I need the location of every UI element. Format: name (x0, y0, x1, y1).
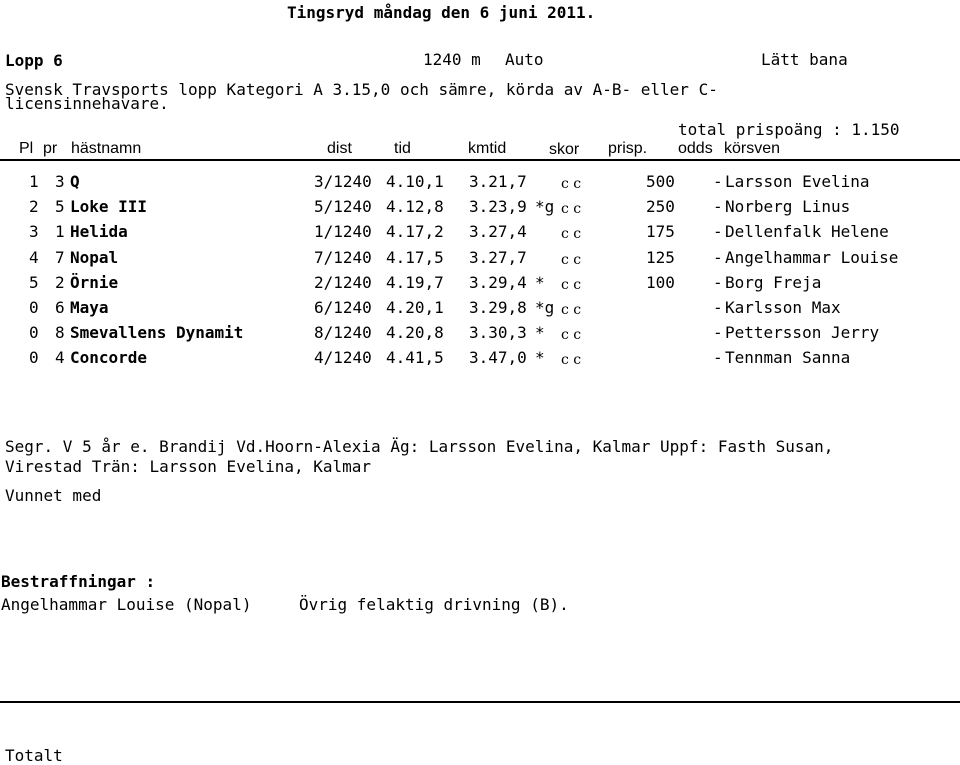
cell-tid: 4.19,7 (386, 272, 444, 292)
cell-driver: Tennman Sanna (725, 348, 851, 368)
table-row (0, 249, 960, 274)
cell-dist: 5/1240 (314, 197, 372, 217)
col-header-kmtid: kmtid (468, 140, 507, 157)
table-row (0, 198, 960, 223)
col-header-pr: pr (43, 140, 58, 157)
cell-skor: c c (561, 251, 582, 268)
col-header-horse: hästnamn (71, 140, 142, 157)
winner-info-line1: Segr. V 5 år e. Brandij Vd.Hoorn-Alexia Äg: Larsson Evelina, Kalmar Uppf: Fasth Susan, (5, 437, 834, 456)
total-label: Totalt (5, 746, 63, 765)
cell-kmtid: 3.27,7 (469, 247, 527, 267)
cell-dist: 8/1240 (314, 323, 372, 343)
cell-dash: - (713, 197, 723, 217)
cell-dist: 6/1240 (314, 298, 372, 317)
col-header-pl: Pl (19, 140, 34, 157)
cell-dist: 2/1240 (314, 272, 372, 292)
cell-dist: 4/1240 (314, 348, 372, 368)
table-row (0, 274, 960, 299)
cell-tid: 4.17,2 (386, 222, 444, 242)
cell-skor: c c (561, 226, 582, 243)
cell-pl: 5 (29, 272, 39, 292)
cell-driver: Larsson Evelina (725, 172, 870, 191)
race-distance: 1240 m (423, 50, 481, 69)
cell-skor: c c (561, 302, 582, 318)
cell-dash: - (713, 247, 723, 267)
cell-pr: 2 (55, 272, 65, 292)
header-divider (0, 159, 960, 161)
total-prize-points: total prispoäng : 1.150 (678, 120, 900, 139)
cell-tid: 4.10,1 (386, 172, 444, 191)
cell-prisp: 500 (646, 172, 675, 191)
col-header-tid: tid (394, 140, 411, 157)
cell-driver: Karlsson Max (725, 298, 841, 317)
cell-tid: 4.17,5 (386, 247, 444, 267)
cell-horse: Örnie (70, 272, 119, 292)
cell-prisp: 175 (646, 222, 675, 242)
table-row (0, 173, 960, 198)
cell-prisp: 250 (646, 197, 675, 217)
cell-kmtid: 3.21,7 (469, 172, 527, 191)
cell-mark: * (535, 348, 545, 368)
cell-mark: * (535, 323, 545, 343)
cell-horse: Q (70, 172, 80, 191)
cell-horse: Loke III (70, 197, 148, 217)
cell-dash: - (713, 172, 723, 191)
cell-pr: 6 (55, 298, 65, 317)
cell-pr: 7 (55, 247, 65, 267)
cell-pl: 1 (29, 172, 39, 191)
cell-skor: c c (561, 352, 582, 369)
table-row (0, 349, 960, 374)
footer-divider (0, 701, 960, 703)
cell-pr: 4 (55, 348, 65, 368)
cell-horse: Maya (70, 298, 109, 317)
penalty-reason: Övrig felaktig drivning (B). (299, 595, 569, 614)
cell-dist: 7/1240 (314, 247, 372, 267)
vunnet-med: Vunnet med (5, 486, 102, 505)
cell-dist: 1/1240 (314, 222, 372, 242)
cell-tid: 4.41,5 (386, 348, 444, 368)
table-row (0, 324, 960, 349)
cell-prisp: 125 (646, 247, 675, 267)
cell-skor: c c (561, 327, 582, 344)
cell-kmtid: 3.27,4 (469, 222, 527, 242)
cell-driver: Norberg Linus (725, 197, 851, 217)
cell-skor: c c (561, 201, 582, 218)
cell-pl: 0 (29, 348, 39, 368)
cell-dash: - (713, 298, 723, 317)
penalties-heading: Bestraffningar : (1, 572, 156, 591)
cell-dist: 3/1240 (314, 172, 372, 191)
cell-kmtid: 3.47,0 (469, 348, 527, 368)
lopp-text: Lopp (5, 51, 44, 70)
cell-dash: - (713, 272, 723, 292)
cell-dash: - (713, 222, 723, 242)
cell-kmtid: 3.29,8 (469, 298, 527, 317)
cell-horse: Nopal (70, 247, 119, 267)
lopp-number: 6 (53, 51, 63, 70)
cell-driver: Dellenfalk Helene (725, 222, 889, 242)
cell-horse: Helida (70, 222, 128, 242)
cell-skor: c c (561, 176, 582, 192)
winner-info-line2: Virestad Trän: Larsson Evelina, Kalmar (5, 457, 372, 476)
lopp-label (5, 52, 63, 70)
cell-pr: 8 (55, 323, 65, 343)
cell-pl: 0 (29, 298, 39, 317)
cell-pl: 2 (29, 197, 39, 217)
cell-driver: Angelhammar Louise (725, 247, 899, 267)
col-header-driver: körsven (724, 140, 781, 157)
cell-mark: * (535, 272, 545, 292)
cell-dash: - (713, 348, 723, 368)
race-description-line2: licensinnehavare. (5, 94, 169, 113)
cell-kmtid: 3.29,4 (469, 272, 527, 292)
table-row (0, 223, 960, 248)
cell-pr: 3 (55, 172, 65, 191)
cell-pl: 0 (29, 323, 39, 343)
col-header-skor: skor (549, 141, 580, 158)
col-header-dist: dist (327, 140, 352, 157)
cell-prisp: 100 (646, 272, 675, 292)
cell-pr: 5 (55, 197, 65, 217)
cell-tid: 4.20,1 (386, 298, 444, 317)
track-condition: Lätt bana (761, 50, 848, 69)
cell-horse: Concorde (70, 348, 148, 368)
cell-driver: Borg Freja (725, 272, 822, 292)
cell-mark: *g (535, 298, 555, 317)
penalty-driver: Angelhammar Louise (Nopal) (1, 595, 252, 614)
cell-horse: Smevallens Dynamit (70, 323, 244, 343)
cell-dash: - (713, 323, 723, 343)
cell-pl: 3 (29, 222, 39, 242)
cell-tid: 4.20,8 (386, 323, 444, 343)
cell-tid: 4.12,8 (386, 197, 444, 217)
cell-mark: *g (535, 197, 555, 217)
col-header-prisp: prisp. (608, 140, 648, 157)
race-start-type: Auto (505, 50, 544, 69)
cell-kmtid: 3.30,3 (469, 323, 527, 343)
col-header-odds: odds (678, 140, 713, 157)
cell-pr: 1 (55, 222, 65, 242)
cell-driver: Pettersson Jerry (725, 323, 880, 343)
cell-pl: 4 (29, 247, 39, 267)
cell-kmtid: 3.23,9 (469, 197, 527, 217)
cell-skor: c c (561, 276, 582, 293)
page-title: Tingsryd måndag den 6 juni 2011. (287, 3, 596, 22)
race-description-line1: Svensk Travsports lopp Kategori A 3.15,0 och sämre, körda av A-B- eller C- (5, 80, 718, 99)
table-row (0, 299, 960, 324)
